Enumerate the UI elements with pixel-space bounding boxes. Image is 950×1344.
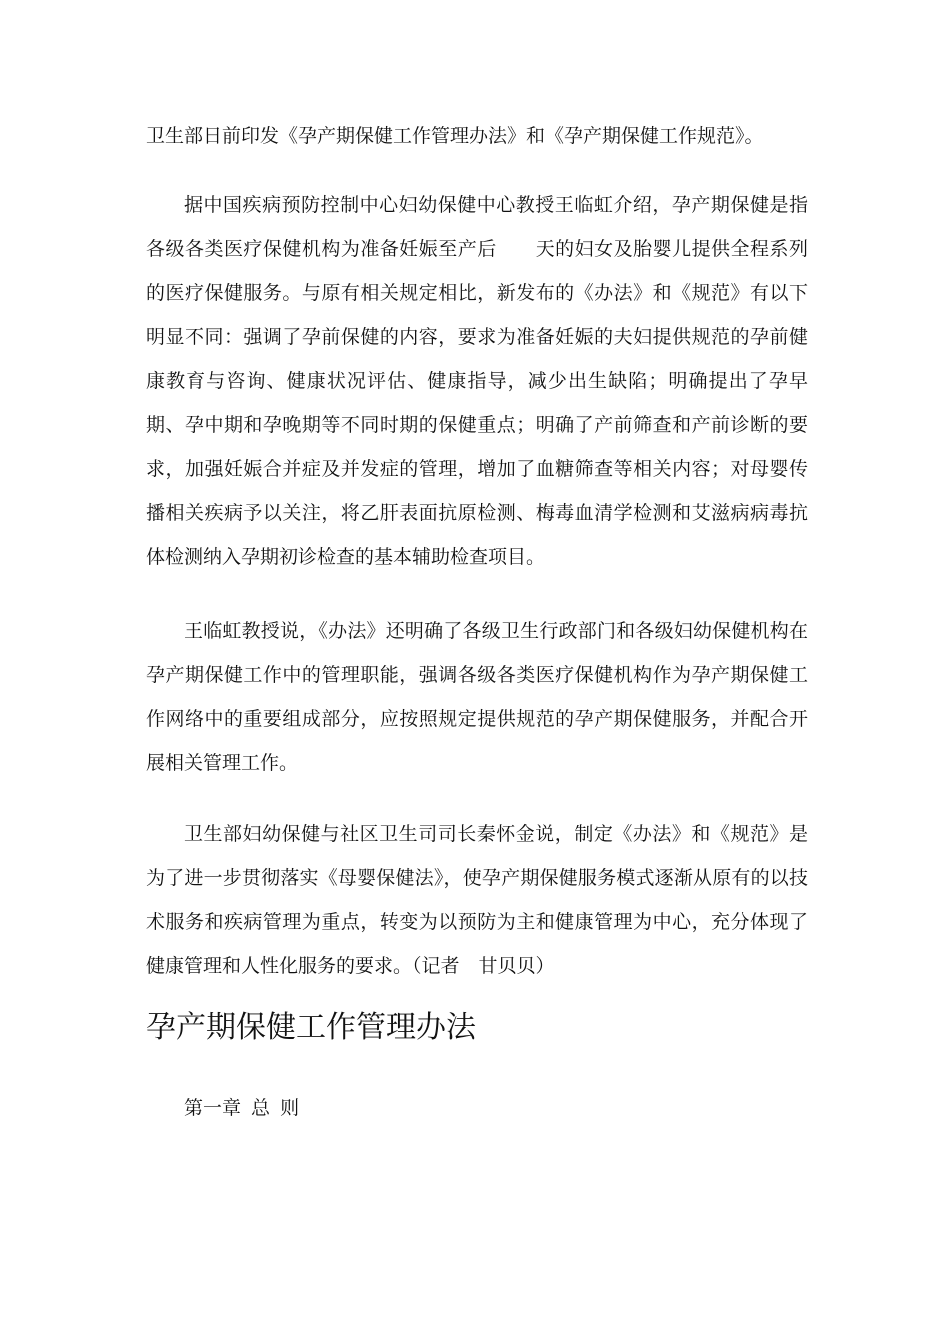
body-paragraph-2: 王临虹教授说，《办法》还明确了各级卫生行政部门和各级妇幼保健机构在孕产期保健工作中的管理职能，强调各级各类医疗保健机构作为孕产期保健工作网络中的重要组成部分，应按照规定提供规范的孕产期保健服务，并配合开展相关管理工作。 (146, 620, 808, 774)
intro-paragraph: 卫生部日前印发《孕产期保健工作管理办法》和《孕产期保健工作规范》。 (146, 125, 764, 147)
chapter-title: 第一章 总 则 (184, 1097, 300, 1119)
document-heading: 孕产期保健工作管理办法 (146, 1010, 476, 1045)
body-paragraph-1: 据中国疾病预防控制中心妇幼保健中心教授王临虹介绍，孕产期保健是指各级各类医疗保健机构为准备妊娠至产后 天的妇女及胎婴儿提供全程系列的医疗保健服务。与原有相关规定相比，新发布的《办法》和《规范》有以下明显不同：强调了孕前保健的内容，要求为准备妊娠的夫妇提供规范的孕前健康教育与咨询、健康状况评估、健康指导，减少出生缺陷；明确提出了孕早期、孕中期和孕晚期等不同时期的保健重点；明确了产前筛查和产前诊断的要求，加强妊娠合并症及并发症的管理，增加了血糖筛查等相关内容；对母婴传播相关疾病予以关注，将乙肝表面抗原检测、梅毒血清学检测和艾滋病病毒抗体检测纳入孕期初诊检查的基本辅助检查项目。 (146, 194, 808, 568)
body-paragraph-3: 卫生部妇幼保健与社区卫生司司长秦怀金说，制定《办法》和《规范》是为了进一步贯彻落实《母婴保健法》，使孕产期保健服务模式逐渐从原有的以技术服务和疾病管理为重点，转变为以预防为主和健康管理为中心，充分体现了健康管理和人性化服务的要求。（记者 甘贝贝） (146, 823, 808, 977)
